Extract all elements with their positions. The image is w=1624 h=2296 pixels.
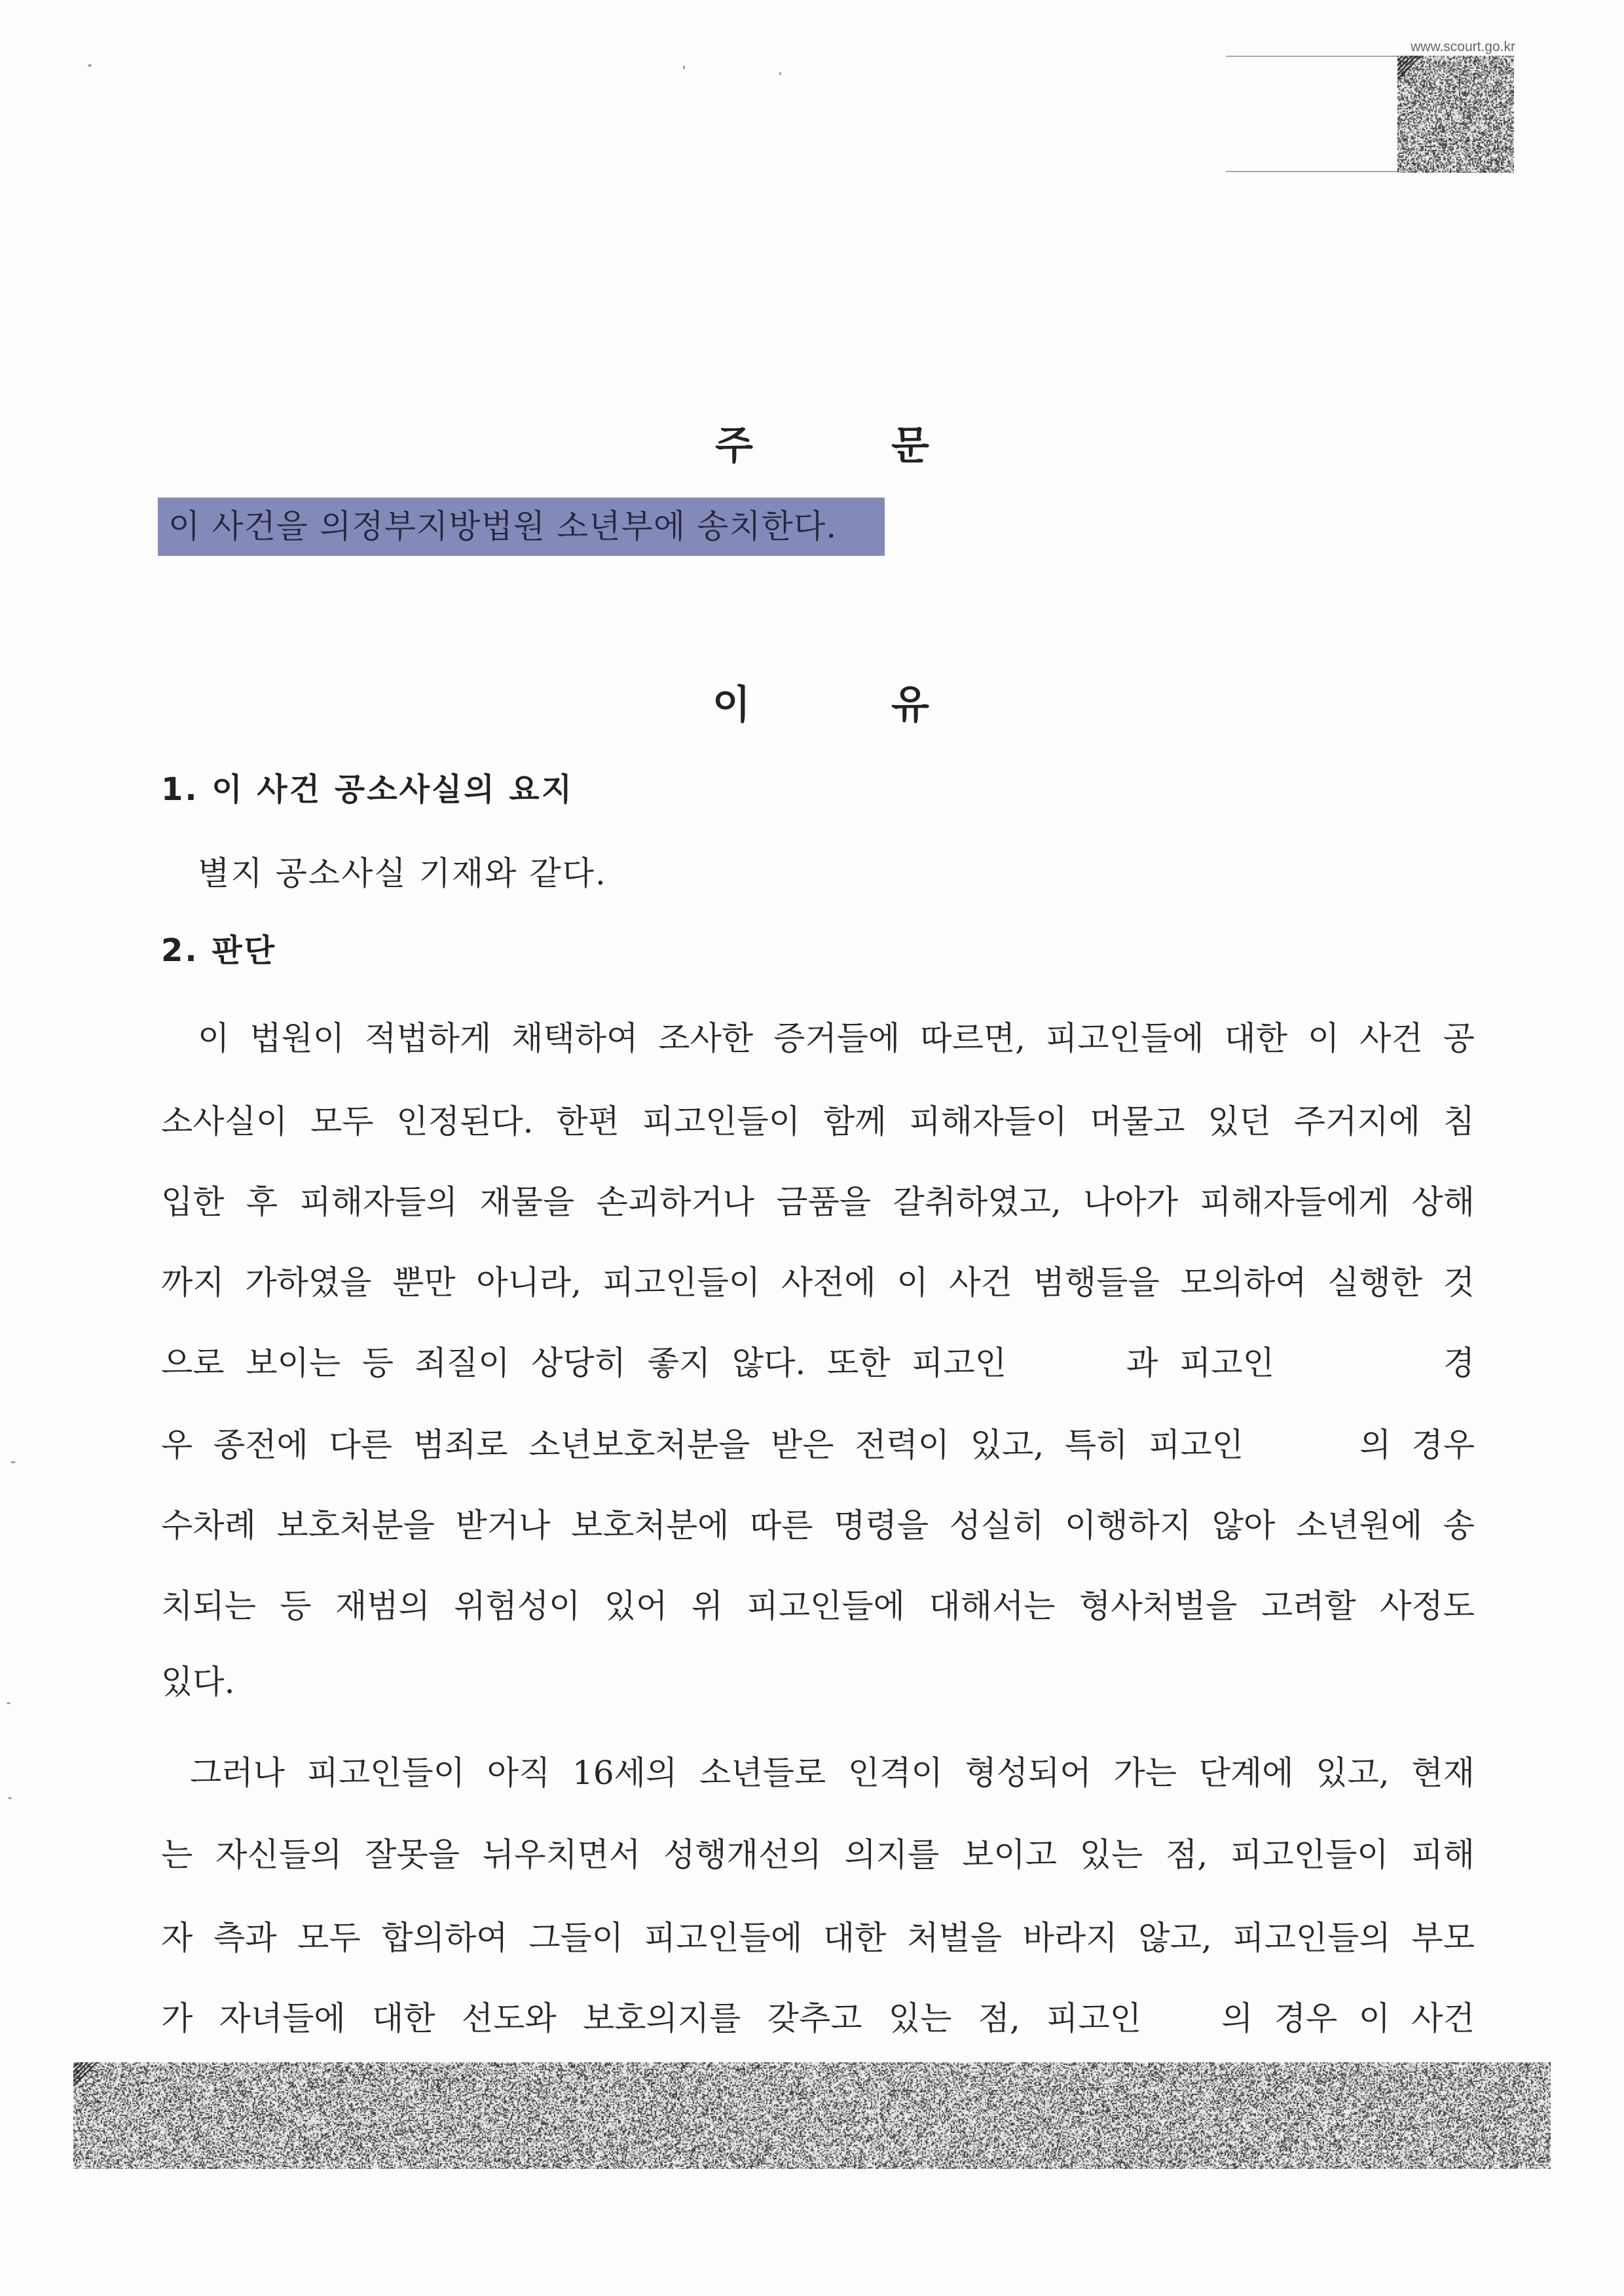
scan-speck bbox=[88, 64, 92, 67]
security-pattern-strip bbox=[73, 2062, 1551, 2169]
paragraph2-line: 는 자신들의 잘못을 뉘우치면서 성행개선의 의지를 보이고 있는 점, 피고인들이 피해 bbox=[161, 1836, 1475, 1874]
header-rule-bottom bbox=[1226, 171, 1397, 172]
paragraph1-line: 수차례 보호처분을 받거나 보호처분에 따른 명령을 성실히 이행하지 않아 소년원에 송 bbox=[161, 1506, 1475, 1544]
paragraph2-line-segment: 의 경우 이 사건 bbox=[1221, 1999, 1475, 2037]
paragraph1-line-segment: 과 피고인 bbox=[1126, 1344, 1274, 1382]
scan-speck bbox=[10, 1461, 16, 1463]
order-heading-right: 문 bbox=[891, 423, 929, 469]
header-rule-top bbox=[1226, 56, 1397, 57]
reasons-heading-right: 유 bbox=[891, 682, 929, 728]
paragraph1-line: 치되는 등 재범의 위험성이 있어 위 피고인들에 대해서는 형사처벌을 고려할 사정도 bbox=[161, 1587, 1475, 1625]
paragraph1-line: 까지 가하였을 뿐만 아니라, 피고인들이 사전에 이 사건 범행들을 모의하여 실행한 것 bbox=[161, 1264, 1475, 1302]
order-highlight bbox=[158, 498, 885, 556]
paragraph1-line: 입한 후 피해자들의 재물을 손괴하거나 금품을 갈취하였고, 나아가 피해자들에게 상해 bbox=[161, 1183, 1475, 1221]
order-text: 이 사건을 의정부지방법원 소년부에 송치한다. bbox=[168, 507, 838, 545]
paragraph1-line: 이 법원이 적법하게 채택하여 조사한 증거들에 따르면, 피고인들에 대한 이 사건 공 bbox=[198, 1019, 1475, 1057]
section1-title: 1. 이 사건 공소사실의 요지 bbox=[161, 771, 574, 808]
security-pattern-box bbox=[1397, 56, 1514, 173]
paragraph1-line-segment: 경 bbox=[1443, 1344, 1475, 1382]
scan-speck bbox=[683, 65, 685, 69]
scan-speck bbox=[779, 72, 781, 75]
section2-title: 2. 판단 bbox=[161, 932, 277, 969]
order-heading-left: 주 bbox=[715, 423, 753, 469]
paragraph1-line-segment: 우 종전에 다른 범죄로 소년보호처분을 받은 전력이 있고, 특히 피고인 bbox=[161, 1426, 1244, 1464]
scan-speck bbox=[8, 1797, 12, 1799]
paragraph2-line-segment: 가 자녀들에 대한 선도와 보호의지를 갖추고 있는 점, 피고인 bbox=[161, 1999, 1141, 2037]
paragraph2-line: 그러나 피고인들이 아직 16세의 소년들로 인격이 형성되어 가는 단계에 있고, 현재 bbox=[190, 1754, 1475, 1792]
paragraph1-line-segment: 의 경우 bbox=[1359, 1426, 1475, 1464]
reasons-heading-left: 이 bbox=[712, 682, 750, 728]
paragraph1-line: 소사실이 모두 인정된다. 한편 피고인들이 함께 피해자들이 머물고 있던 주거지에 침 bbox=[161, 1102, 1475, 1140]
paragraph1-line-segment: 으로 보이는 등 죄질이 상당히 좋지 않다. 또한 피고인 bbox=[161, 1344, 1006, 1382]
court-site-url: www.scourt.go.kr bbox=[1411, 39, 1515, 54]
paragraph1-line: 있다. bbox=[161, 1663, 235, 1701]
scan-speck bbox=[7, 1702, 10, 1704]
section1-body: 별지 공소사실 기재와 같다. bbox=[198, 854, 607, 892]
paragraph2-line: 자 측과 모두 합의하여 그들이 피고인들에 대한 처벌을 바라지 않고, 피고인들의 부모 bbox=[161, 1919, 1475, 1957]
